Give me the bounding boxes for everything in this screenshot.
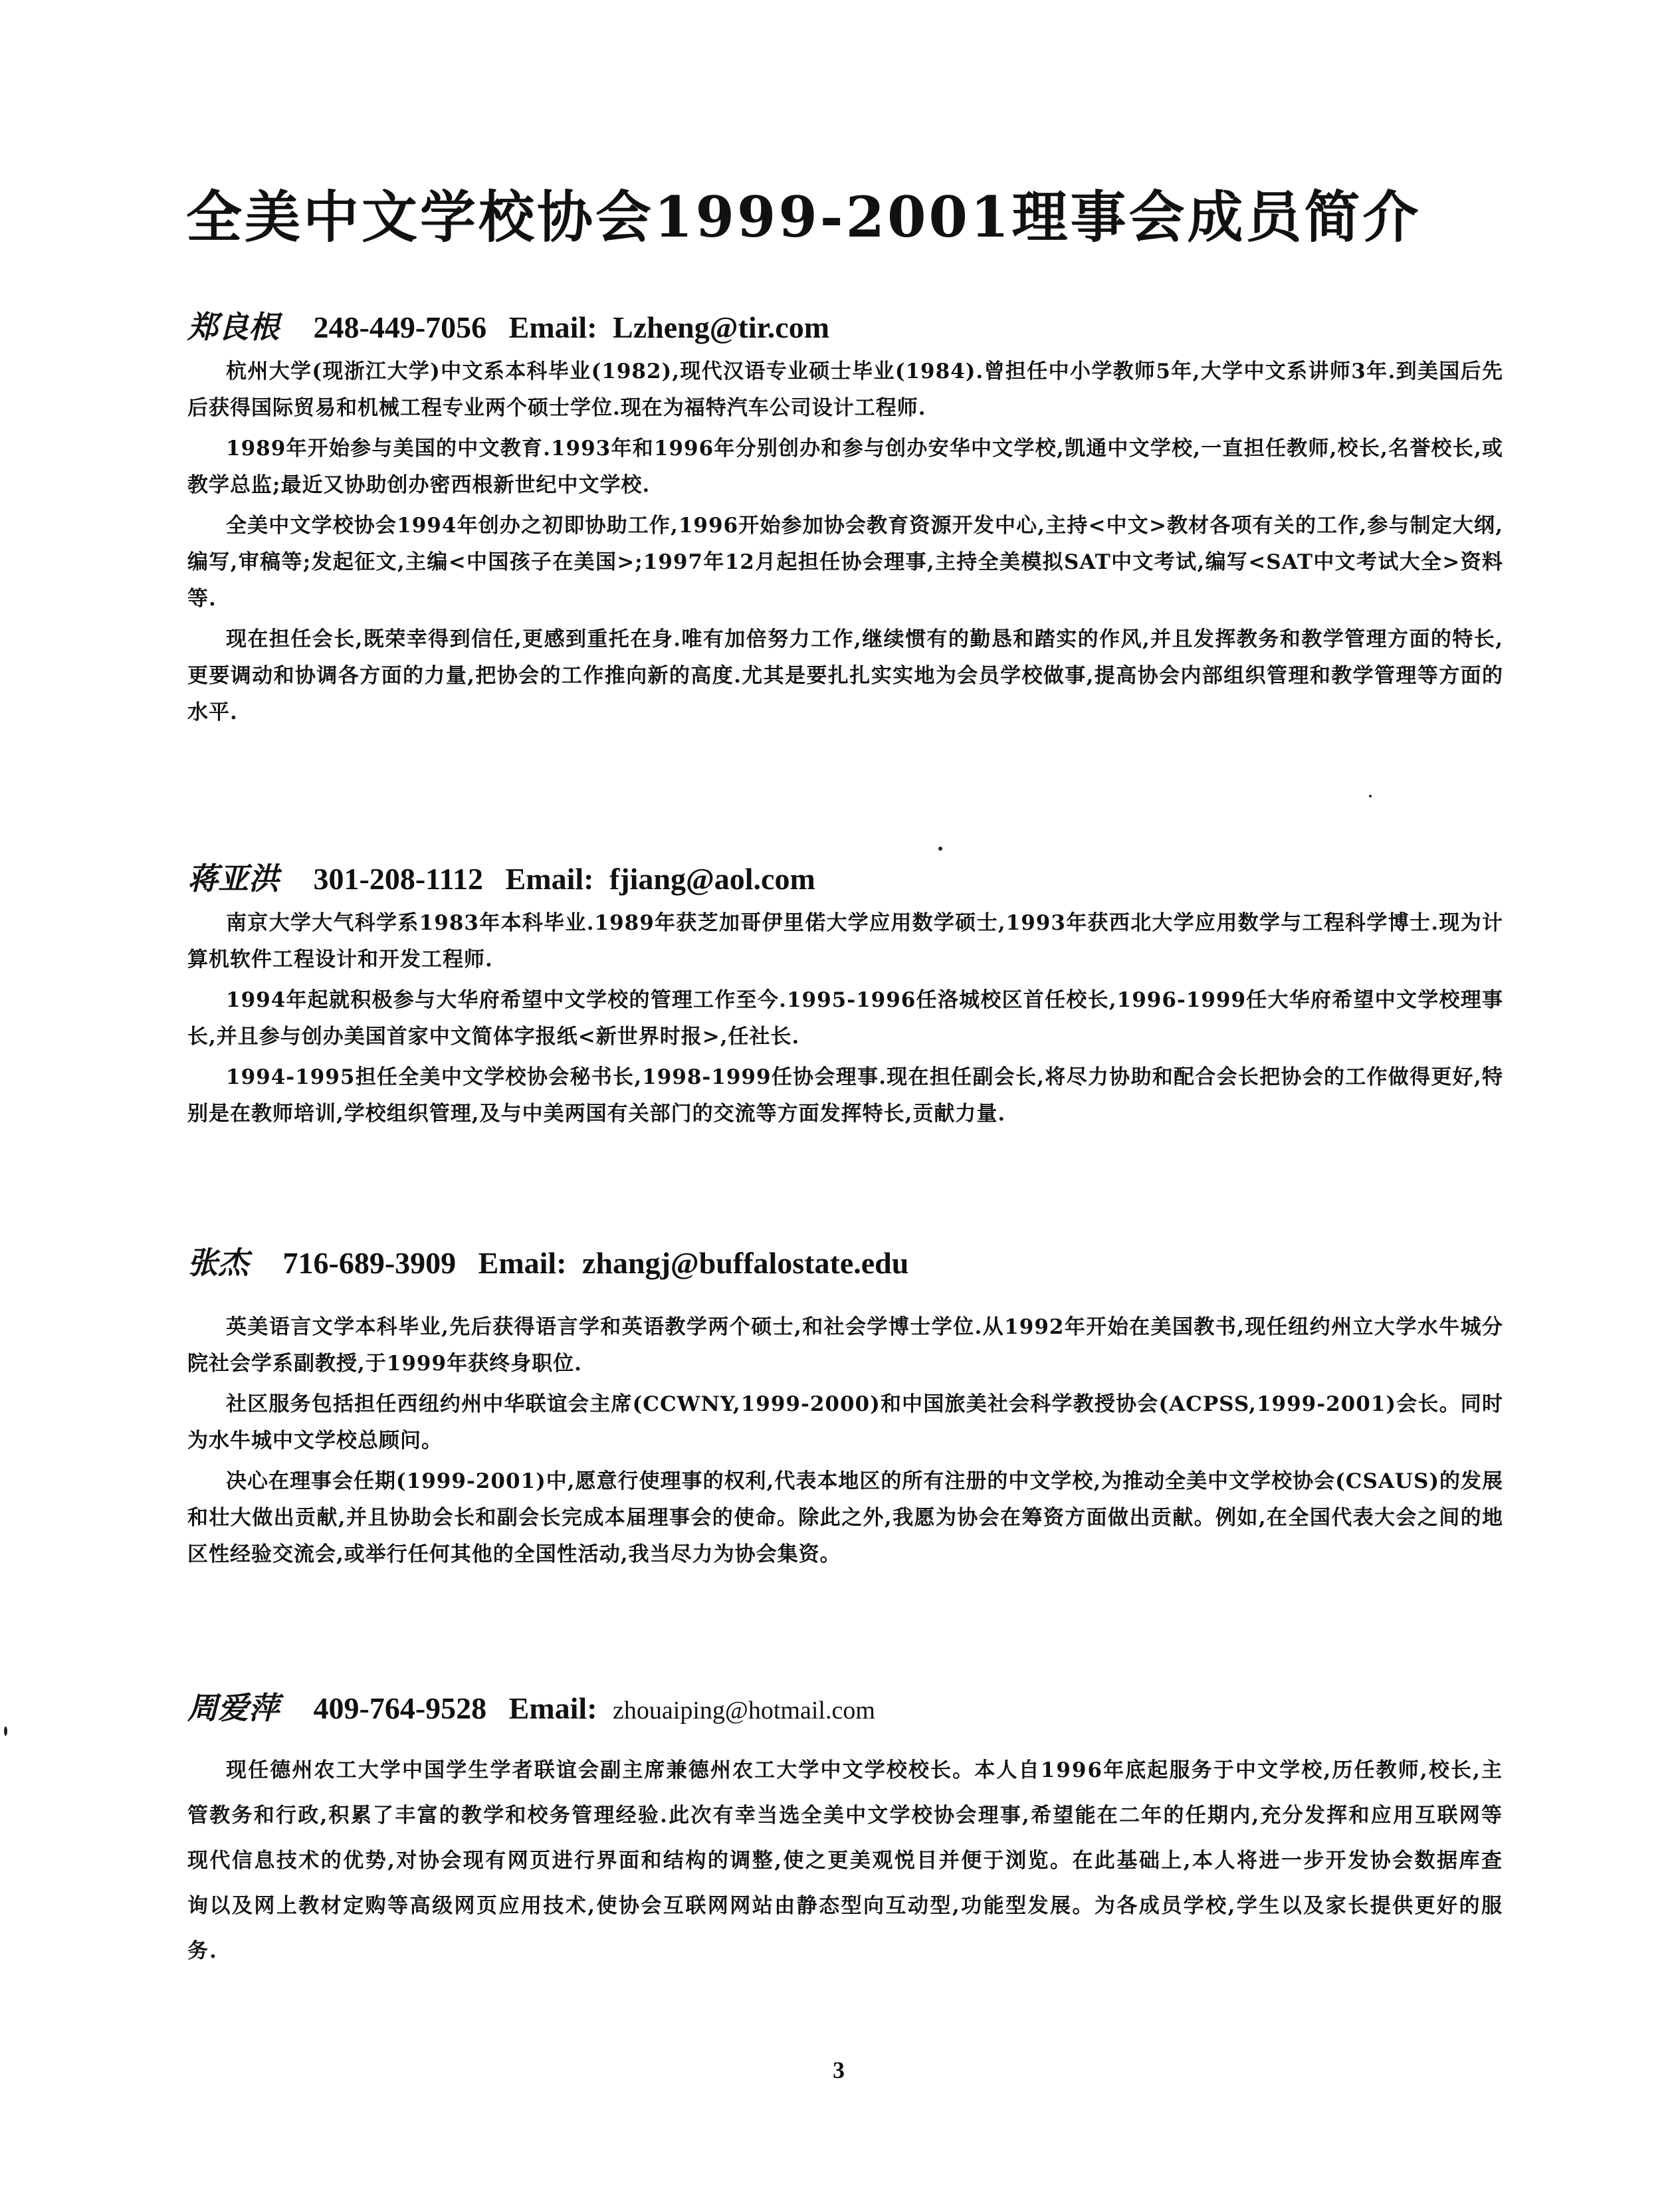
bio-paragraph: 英美语言文学本科毕业,先后获得语言学和英语教学两个硕士,和社会学博士学位.从1992年开始在美国教书,现任纽约州立大学水牛城分院社会学系副教授,于1999年获终身职位. [187, 1315, 1503, 1376]
member-bio [187, 354, 1503, 735]
member-bio [187, 1309, 1503, 1577]
email-label: Email: [508, 310, 597, 344]
member-email: zhangj@buffalostate.edu [582, 1246, 909, 1280]
member-phone: 248-449-7056 [313, 310, 487, 344]
bio-paragraph: 现任德州农工大学中国学生学者联谊会副主席兼德州农工大学中文学校校长。本人自1996年底起服务于中文学校,历任教师,校长,主管教务和行政,积累了丰富的教学和校务管理经验.此次有幸当选全美中文学校协会理事,希望能在二年的任期内,充分发挥和应用互联网等现代信息技术的优势,对协会现有网页进行界面和结构的调整,使之更美观悦目并便于浏览。在此基础上,本人将进一步开发协会数据库查询以及网上教材定购等高级网页应用技术,使协会互联网网站由静态型向互动型,功能型发展。为各成员学校,学生以及家长提供更好的服务. [187, 1758, 1503, 1963]
member-email: fjiang@aol.com [609, 862, 815, 896]
email-label: Email: [505, 862, 594, 896]
member-bio [187, 1748, 1503, 1978]
bio-paragraph: 杭州大学(现浙江大学)中文系本科毕业(1982),现代汉语专业硕士毕业(1984).曾担任中小学教师5年,大学中文系讲师3年.到美国后先后获得国际贸易和机械工程专业两个硕士学位.现在为福特汽车公司设计工程师. [187, 360, 1503, 420]
page-number: 3 [833, 2057, 845, 2083]
bio-paragraph: 1989年开始参与美国的中文教育.1993年和1996年分别创办和参与创办安华中文学校,凯通中文学校,一直担任教师,校长,名誉校长,或教学总监;最近又协助创办密西根新世纪中文学校. [187, 437, 1503, 497]
scan-speck [4, 1726, 7, 1736]
member-phone: 301-208-1112 [313, 862, 484, 896]
member-name: 郑良根 [187, 309, 279, 345]
bio-paragraph: 社区服务包括担任西纽约州中华联谊会主席(CCWNY,1999-2000)和中国旅美社会科学教授协会(ACPSS,1999-2001)会长。同时为水牛城中文学校总顾问。 [187, 1392, 1503, 1453]
page-title: 全美中文学校协会1999-2001理事会成员简介 [186, 184, 1421, 250]
bio-paragraph: 现在担任会长,既荣幸得到信任,更感到重托在身.唯有加倍努力工作,继续惯有的勤恳和踏实的作风,并且发挥教务和教学管理方面的特长,更要调动和协调各方面的力量,把协会的工作推向新的高度.尤其是要扎扎实实地为会员学校做事,提高协会内部组织管理和教学管理等方面的水平. [187, 627, 1503, 724]
member-header [187, 1243, 908, 1283]
email-label: Email: [478, 1246, 567, 1280]
member-name: 周爱萍 [187, 1690, 279, 1726]
member-header [187, 1688, 875, 1730]
bio-paragraph: 全美中文学校协会1994年创办之初即协助工作,1996开始参加协会教育资源开发中心,主持<中文>教材各项有关的工作,参与制定大纲,编写,审稿等;发起征文,主编<中国孩子在美国>;1997年12月起担任协会理事,主持全美模拟SAT中文考试,编写<SAT中文考试大全>资料等. [187, 514, 1503, 611]
member-name: 蒋亚洪 [187, 861, 279, 896]
scan-speck [1369, 795, 1372, 797]
bio-paragraph: 南京大学大气科学系1983年本科毕业.1989年获芝加哥伊里偌大学应用数学硕士,1993年获西北大学应用数学与工程科学博士.现为计算机软件工程设计和开发工程师. [187, 911, 1503, 972]
email-label: Email: [508, 1691, 597, 1725]
bio-paragraph: 1994-1995担任全美中文学校协会秘书长,1998-1999任协会理事.现在担任副会长,将尽力协助和配合会长把协会的工作做得更好,特别是在教师培训,学校组织管理,及与中美两国有关部门的交流等方面发挥特长,贡献力量. [187, 1065, 1503, 1126]
member-bio [187, 905, 1503, 1136]
bio-paragraph: 决心在理事会任期(1999-2001)中,愿意行使理事的权利,代表本地区的所有注册的中文学校,为推动全美中文学校协会(CSAUS)的发展和壮大做出贡献,并且协助会长和副会长完成本届理事会的使命。除此之外,我愿为协会在筹资方面做出贡献。例如,在全国代表大会之间的地区性经验交流会,或举行任何其他的全国性活动,我当尽力为协会集资。 [187, 1469, 1504, 1566]
scan-speck [938, 847, 942, 851]
bio-paragraph: 1994年起就积极参与大华府希望中文学校的管理工作至今.1995-1996任洛城校区首任校长,1996-1999任大华府希望中文学校理事长,并且参与创办美国首家中文简体字报纸<新世界时报>,任社长. [187, 988, 1503, 1049]
member-phone: 716-689-3909 [282, 1246, 457, 1280]
member-phone: 409-764-9528 [313, 1691, 487, 1725]
member-email: Lzheng@tir.com [613, 310, 830, 344]
member-header [187, 859, 815, 899]
member-header [187, 307, 829, 348]
member-email: zhouaiping@hotmail.com [613, 1697, 875, 1724]
member-name: 张杰 [187, 1245, 249, 1281]
